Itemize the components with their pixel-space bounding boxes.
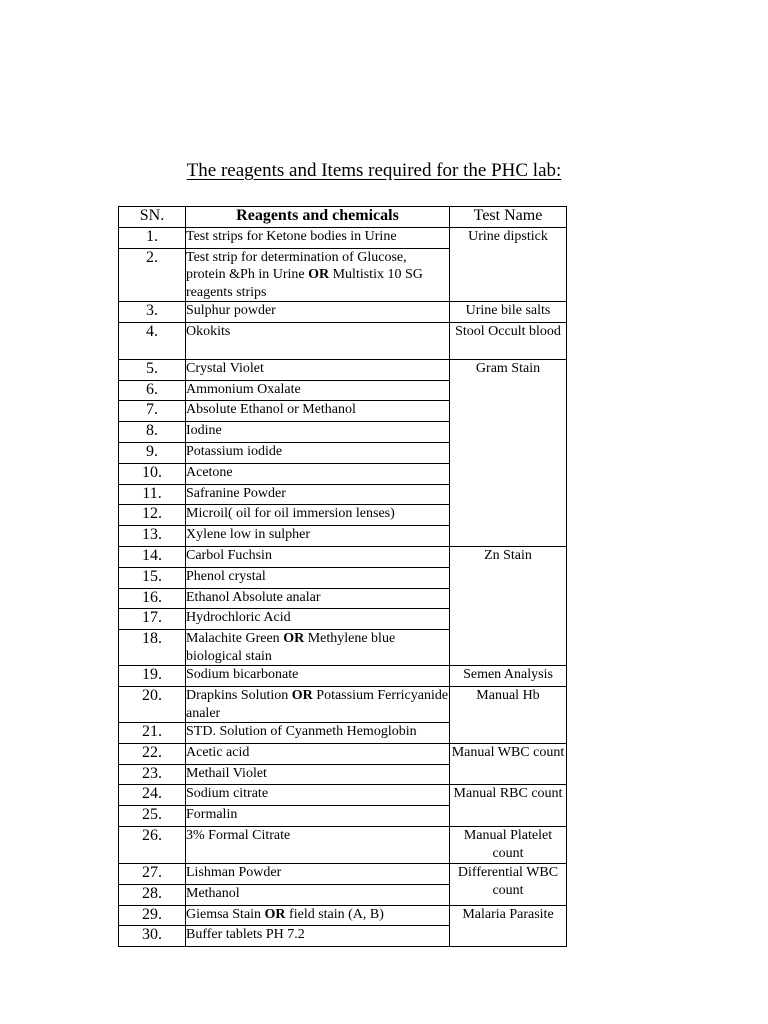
table-row xyxy=(119,785,567,806)
reagent-text: Test strips for Ketone bodies in Urine xyxy=(186,228,397,244)
row-reagent xyxy=(186,630,450,666)
test-name-cell: Differential WBC count xyxy=(450,864,567,906)
row-reagent xyxy=(186,827,450,864)
row-sn: 3. xyxy=(119,302,186,323)
reagent-text: Sulphur powder xyxy=(186,303,276,319)
row-reagent xyxy=(186,723,450,744)
row-reagent xyxy=(186,526,450,547)
table-header-row xyxy=(119,207,567,228)
row-reagent xyxy=(186,443,450,464)
reagent-text: Absolute Ethanol or Methanol xyxy=(186,402,356,418)
row-sn: 22. xyxy=(119,743,186,764)
reagent-text: Potassium iodide xyxy=(186,444,283,460)
table-row xyxy=(119,827,567,864)
reagent-text: Potassium Ferricyanide analer xyxy=(186,688,449,721)
row-sn: 28. xyxy=(119,884,186,905)
reagent-text: Crystal Violet xyxy=(186,360,264,376)
reagent-text: Sodium bicarbonate xyxy=(186,667,299,683)
test-name-cell: Manual RBC count xyxy=(450,785,567,827)
row-reagent xyxy=(186,687,450,723)
row-reagent xyxy=(186,227,450,248)
row-reagent xyxy=(186,609,450,630)
row-sn: 25. xyxy=(119,806,186,827)
row-sn: 1. xyxy=(119,227,186,248)
reagent-text: Ammonium Oxalate xyxy=(186,381,301,397)
table-row xyxy=(119,227,567,248)
row-sn: 7. xyxy=(119,401,186,422)
row-reagent xyxy=(186,785,450,806)
row-sn: 23. xyxy=(119,764,186,785)
row-sn: 16. xyxy=(119,588,186,609)
table-row xyxy=(119,687,567,723)
row-sn: 29. xyxy=(119,905,186,926)
test-name-cell: Manual WBC count xyxy=(450,743,567,785)
reagent-text: Iodine xyxy=(186,423,222,439)
reagent-text: Acetic acid xyxy=(186,744,250,760)
test-name-cell: Manual Platelet count xyxy=(450,827,567,864)
row-reagent xyxy=(186,567,450,588)
row-reagent xyxy=(186,401,450,422)
reagent-text: 3% Formal Citrate xyxy=(186,828,291,844)
reagent-text: Test strip for determination of Glucose, protein &Ph in Urine xyxy=(186,249,407,283)
table-row xyxy=(119,322,567,359)
row-sn: 24. xyxy=(119,785,186,806)
reagent-text: Okokits xyxy=(186,323,231,339)
reagent-text: STD. Solution of Cyanmeth Hemoglobin xyxy=(186,724,417,740)
header-test-name: Test Name xyxy=(450,207,567,228)
header-reagents: Reagents and chemicals xyxy=(186,207,450,228)
reagent-text: Microil( oil for oil immersion lenses) xyxy=(186,506,395,522)
row-reagent xyxy=(186,248,450,302)
test-name-cell: Semen Analysis xyxy=(450,666,567,687)
row-reagent xyxy=(186,806,450,827)
row-reagent xyxy=(186,905,450,926)
table-row xyxy=(119,864,567,885)
reagent-text: Methail Violet xyxy=(186,765,267,781)
row-reagent xyxy=(186,743,450,764)
test-name-cell: Urine bile salts xyxy=(450,302,567,323)
table-row xyxy=(119,547,567,568)
row-reagent xyxy=(186,380,450,401)
row-sn: 8. xyxy=(119,422,186,443)
row-sn: 14. xyxy=(119,547,186,568)
row-sn: 11. xyxy=(119,484,186,505)
row-reagent xyxy=(186,547,450,568)
reagents-table xyxy=(118,206,567,947)
reagent-text: Methylene blue biological stain xyxy=(186,631,396,664)
row-sn: 27. xyxy=(119,864,186,885)
test-name-cell: Manual Hb xyxy=(450,687,567,744)
row-sn: 9. xyxy=(119,443,186,464)
test-name-cell: Malaria Parasite xyxy=(450,905,567,947)
row-sn: 20. xyxy=(119,687,186,723)
document-title: The reagents and Items required for the PHC lab: xyxy=(186,160,562,181)
row-reagent xyxy=(186,666,450,687)
reagent-text: Ethanol Absolute analar xyxy=(186,589,321,605)
row-reagent xyxy=(186,484,450,505)
reagent-text: Xylene low in sulpher xyxy=(186,527,311,543)
row-sn: 5. xyxy=(119,359,186,380)
reagent-text: Giemsa Stain xyxy=(186,906,265,922)
reagent-or-text: OR xyxy=(291,688,313,704)
reagent-text: Methanol xyxy=(186,885,240,901)
table-row xyxy=(119,302,567,323)
row-reagent xyxy=(186,505,450,526)
row-sn: 21. xyxy=(119,723,186,744)
test-name-cell: Zn Stain xyxy=(450,547,567,666)
reagent-text: Buffer tablets PH 7.2 xyxy=(186,927,305,943)
row-reagent xyxy=(186,302,450,323)
test-name-cell: Stool Occult blood xyxy=(450,322,567,359)
row-reagent xyxy=(186,588,450,609)
row-sn: 15. xyxy=(119,567,186,588)
row-sn: 18. xyxy=(119,630,186,666)
row-sn: 12. xyxy=(119,505,186,526)
row-sn: 6. xyxy=(119,380,186,401)
header-sn: SN. xyxy=(119,207,186,228)
reagent-text: Malachite Green xyxy=(186,631,284,647)
reagent-text: Carbol Fuchsin xyxy=(186,548,272,564)
row-reagent xyxy=(186,359,450,380)
reagent-or-text: OR xyxy=(264,906,286,922)
row-sn: 2. xyxy=(119,248,186,302)
reagent-text: Safranine Powder xyxy=(186,485,286,501)
row-sn: 30. xyxy=(119,926,186,947)
table-row xyxy=(119,666,567,687)
reagent-text: Lishman Powder xyxy=(186,865,282,881)
reagent-text: field stain (A, B) xyxy=(285,906,384,922)
row-reagent xyxy=(186,422,450,443)
reagent-text: Hydrochloric Acid xyxy=(186,610,291,626)
row-reagent xyxy=(186,322,450,359)
row-sn: 13. xyxy=(119,526,186,547)
test-name-cell: Gram Stain xyxy=(450,359,567,546)
reagent-text: Drapkins Solution xyxy=(186,688,292,704)
reagent-text: Sodium citrate xyxy=(186,786,269,802)
reagent-text: Phenol crystal xyxy=(186,568,266,584)
reagent-text: Acetone xyxy=(186,464,233,480)
reagent-text: Multistix 10 SG reagents strips xyxy=(186,267,423,300)
row-reagent xyxy=(186,764,450,785)
reagent-or-text: OR xyxy=(283,631,305,647)
row-sn: 26. xyxy=(119,827,186,864)
test-name-cell: Urine dipstick xyxy=(450,227,567,301)
table-row xyxy=(119,905,567,926)
row-reagent xyxy=(186,884,450,905)
row-reagent xyxy=(186,463,450,484)
reagent-or-text: OR xyxy=(308,267,330,283)
row-reagent xyxy=(186,864,450,885)
table-row xyxy=(119,743,567,764)
row-sn: 19. xyxy=(119,666,186,687)
row-sn: 10. xyxy=(119,463,186,484)
row-sn: 4. xyxy=(119,322,186,359)
row-reagent xyxy=(186,926,450,947)
table-row xyxy=(119,359,567,380)
row-sn: 17. xyxy=(119,609,186,630)
table-body xyxy=(119,227,567,946)
reagent-text: Formalin xyxy=(186,807,238,823)
